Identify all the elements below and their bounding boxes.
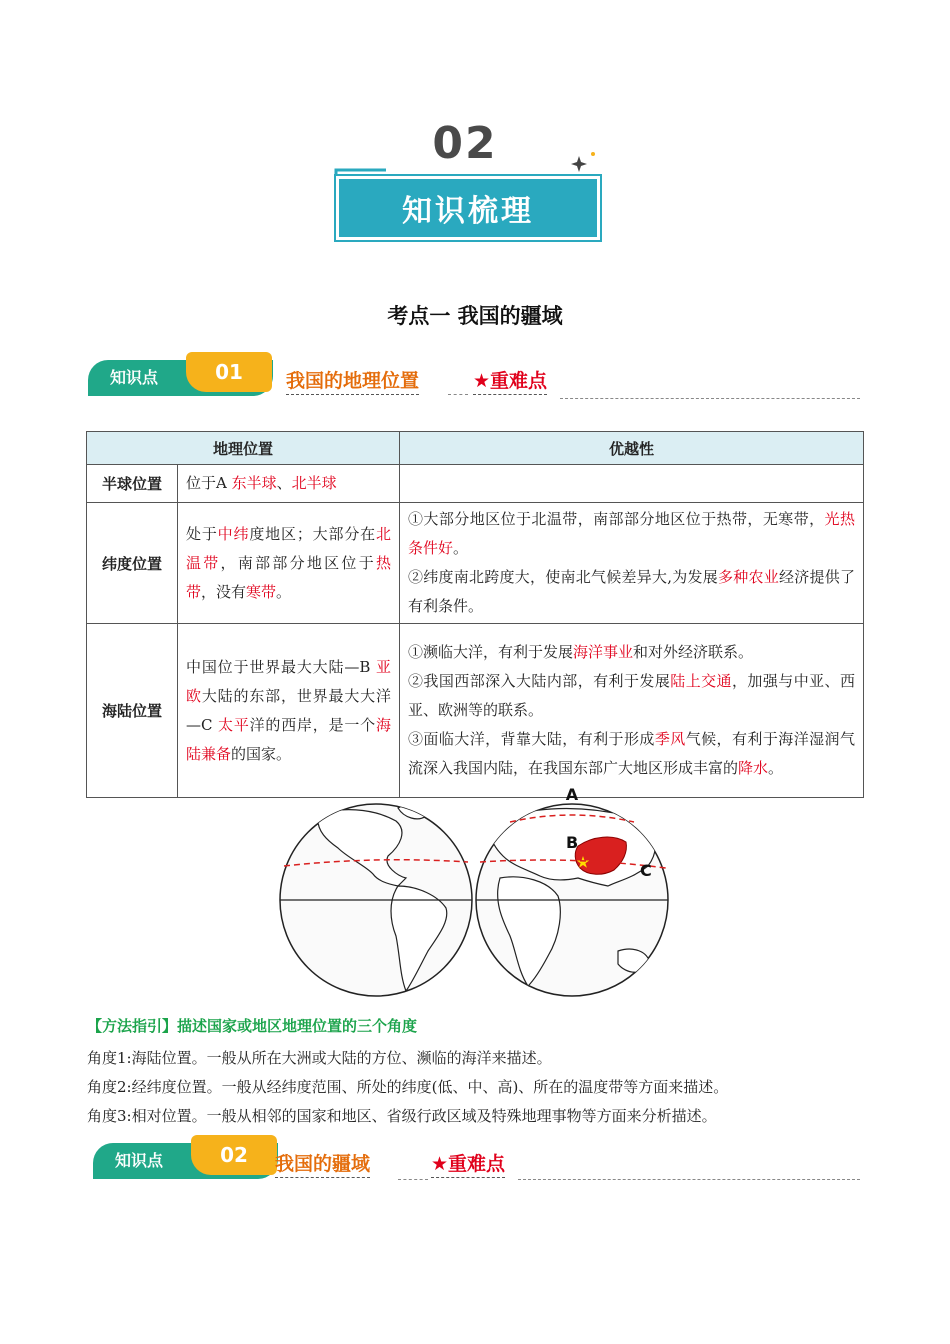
highlight-text: 海洋事业: [573, 643, 634, 661]
kp-label: 知识点: [115, 1151, 164, 1170]
kp-dash-line: [560, 398, 860, 399]
cell-text: 大陆的东部，世界最大大洋—C: [186, 686, 391, 734]
table-row: [87, 503, 864, 624]
section-number: 02: [432, 118, 498, 169]
table-header: 地理位置: [87, 432, 400, 465]
sparkle-icon: [570, 148, 600, 178]
advantage-line: [408, 505, 855, 563]
cell-text: 气候，有利于海洋湿润气流深入我国内陆，在我国东部广大地区形成丰富的: [408, 730, 855, 777]
table-row: [87, 624, 864, 798]
highlight-text: 热带: [186, 553, 391, 601]
highlight-text: 多种农业: [717, 568, 779, 586]
highlight-text: 亚欧: [186, 657, 391, 705]
kp-title: 我国的疆域: [275, 1149, 370, 1178]
kp-tag: ★重难点: [473, 366, 547, 395]
highlight-text: 北半球: [291, 474, 337, 492]
method-line: 角度1:海陆位置。一般从所在大洲或大陆的方位、濒临的海洋来描述。: [87, 1049, 552, 1067]
kp-dash: [448, 394, 468, 395]
kp-label: 知识点: [110, 368, 159, 387]
cell-text: ①濒临大洋，有利于发展: [408, 643, 574, 661]
cell-text: 。: [453, 539, 469, 557]
kp-dash: [398, 1179, 428, 1180]
cell-text: 的国家。: [231, 744, 292, 763]
cell-text: 处于: [186, 524, 218, 543]
advantage-cell: [400, 503, 864, 624]
knowledge-point-1: [88, 352, 868, 402]
method-line: 角度3:相对位置。一般从相邻的国家和地区、省级行政区域及特殊地理事物等方面来分析描述。: [87, 1107, 717, 1125]
geo-position-table: [86, 431, 864, 798]
highlight-text: 季风: [654, 730, 686, 748]
section-title: 知识梳理: [402, 194, 534, 229]
cell-text: 度地区；大部分在: [249, 524, 376, 543]
map-label-c: C: [640, 861, 652, 880]
western-hemisphere: [280, 804, 472, 996]
cell-text: ，南部部分地区位于: [220, 553, 376, 572]
row-heading: 半球位置: [87, 465, 178, 503]
highlight-text: 海陆兼备: [186, 715, 391, 763]
cell-text: ，没有: [201, 582, 247, 601]
cell-text: 中国位于世界最大大陆—B: [186, 657, 376, 676]
cell-text: ②纬度南北跨度大，使南北气候差异大,为发展: [408, 568, 718, 586]
method-line: 角度2:经纬度位置。一般从经纬度范围、所处的纬度(低、中、高)、所在的温度带等方面来描述。: [87, 1078, 729, 1096]
hemisphere-map: [278, 786, 670, 1002]
position-cell: [178, 624, 400, 798]
topic-title: 考点一 我国的疆域: [387, 304, 563, 328]
highlight-text: 中纬: [217, 524, 250, 543]
knowledge-point-2: [93, 1135, 868, 1185]
advantage-line: [408, 667, 855, 725]
highlight-text: 降水: [738, 759, 769, 777]
cell-text: 洋的西岸，是一个: [249, 715, 376, 734]
cell-text: 位于A: [186, 474, 232, 492]
kp-number: 01: [186, 352, 272, 392]
advantage-line: [408, 638, 855, 667]
advantage-cell: [400, 624, 864, 798]
highlight-text: 东半球: [231, 474, 277, 492]
position-cell: [178, 465, 400, 503]
advantage-cell: [400, 465, 864, 503]
kp-dash-line: [518, 1179, 860, 1180]
method-heading: 【方法指引】描述国家或地区地理位置的三个角度: [87, 1017, 418, 1035]
cell-text: ②我国西部深入大陆内部，有利于发展: [408, 672, 671, 690]
highlight-text: 北温带: [186, 524, 391, 572]
section-banner: [336, 176, 600, 240]
map-label-a: A: [565, 786, 579, 804]
kp-number: 02: [191, 1135, 277, 1175]
cell-text: ③面临大洋，背靠大陆，有利于形成: [408, 730, 655, 748]
highlight-text: 光热条件好: [408, 510, 855, 557]
advantage-line: [408, 563, 855, 621]
cell-text: ，加强与中亚、西亚、欧洲等的联系。: [408, 672, 855, 719]
cell-text: 、: [276, 474, 292, 492]
table-header: 优越性: [400, 432, 864, 465]
row-heading: 纬度位置: [87, 503, 178, 624]
highlight-text: 陆上交通: [670, 672, 732, 690]
cell-text: ①大部分地区位于北温带，南部部分地区位于热带，无寒带，: [408, 510, 825, 528]
cell-text: 经济提供了有利条件。: [408, 568, 855, 615]
cell-text: 。: [276, 582, 292, 601]
kp-tag: ★重难点: [431, 1149, 505, 1178]
advantage-line: [408, 725, 855, 783]
position-cell: [178, 503, 400, 624]
cell-text: 和对外经济联系。: [633, 643, 754, 661]
kp-title: 我国的地理位置: [286, 366, 419, 395]
highlight-text: 寒带: [246, 582, 277, 601]
cell-text: 。: [768, 759, 784, 777]
table-row: [87, 465, 864, 503]
row-heading: 海陆位置: [87, 624, 178, 798]
highlight-text: 太平: [218, 715, 250, 734]
map-label-b: B: [566, 833, 579, 852]
